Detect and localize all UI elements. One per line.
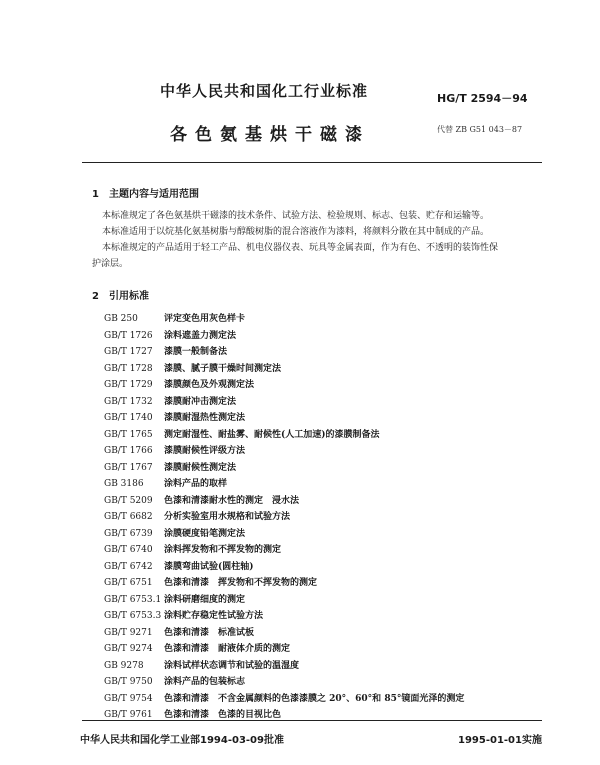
section-1-paragraph: 本标准适用于以烷基化氨基树脂与醇酸树脂的混合溶液作为漆料，将颜料分散在其中制成的产品。 bbox=[102, 227, 490, 237]
reference-code: GB 3186 bbox=[104, 479, 144, 489]
reference-item bbox=[104, 344, 227, 357]
section-1-paragraph: 本标准规定的产品适用于轻工产品、机电仪器仪表、玩具等金属表面，作为有色、不透明的装饰性保 bbox=[102, 243, 499, 253]
reference-code: GB/T 1732 bbox=[104, 396, 153, 407]
reference-item bbox=[104, 394, 236, 407]
reference-item bbox=[104, 707, 281, 720]
reference-item bbox=[104, 410, 245, 423]
reference-title: 涂料产品的包装标志 bbox=[164, 677, 246, 687]
reference-title: 色漆和清漆 耐液体介质的测定 bbox=[164, 644, 291, 654]
reference-title: 漆膜颜色及外观测定法 bbox=[164, 380, 255, 390]
reference-item bbox=[104, 460, 236, 473]
reference-code: GB 250 bbox=[104, 314, 138, 324]
reference-title: 色漆和清漆 色漆的目视比色 bbox=[164, 710, 282, 720]
section-1-paragraph: 护涂层。 bbox=[92, 259, 129, 269]
reference-code: GB/T 6682 bbox=[104, 512, 153, 522]
reference-item bbox=[104, 542, 281, 555]
reference-item bbox=[104, 311, 245, 324]
reference-title: 评定变色用灰色样卡 bbox=[164, 314, 246, 324]
reference-title: 涂膜硬度铅笔测定法 bbox=[164, 528, 246, 539]
section-1-heading: 1 主题内容与适用范围 bbox=[92, 189, 199, 200]
reference-title: 漆膜耐冲击测定法 bbox=[164, 396, 237, 407]
standard-code: HG/T 2594－94 bbox=[437, 92, 528, 105]
reference-item bbox=[104, 427, 380, 440]
implementation-date: 1995-01-01实施 bbox=[458, 735, 542, 746]
reference-item bbox=[104, 559, 254, 572]
reference-title: 涂料产品的取样 bbox=[164, 479, 228, 489]
reference-item bbox=[104, 476, 227, 489]
reference-title: 测定耐湿性、耐盐雾、耐候性(人工加速)的漆膜制备法 bbox=[164, 429, 380, 440]
reference-code: GB/T 1729 bbox=[104, 380, 153, 390]
header-divider bbox=[82, 162, 542, 163]
reference-title: 漆膜耐候性评级方法 bbox=[164, 446, 246, 456]
reference-title: 涂料试样状态调节和试验的温湿度 bbox=[164, 660, 300, 671]
reference-item bbox=[104, 328, 236, 341]
section-1-paragraph: 本标准规定了各色氨基烘干磁漆的技术条件、试验方法、检验规则、标志、包装、贮存和运输等。 bbox=[102, 211, 490, 221]
reference-code: GB/T 6753.1 bbox=[104, 594, 162, 605]
reference-item bbox=[104, 575, 317, 588]
reference-title: 色漆和清漆 标准试板 bbox=[164, 627, 255, 638]
reference-code: GB/T 1766 bbox=[104, 446, 153, 456]
reference-item bbox=[104, 526, 245, 539]
footer-divider bbox=[82, 720, 542, 721]
standard-authority: 中华人民共和国化工行业标准 bbox=[160, 82, 369, 100]
reference-title: 漆膜耐候性测定法 bbox=[164, 462, 237, 473]
reference-code: GB/T 5209 bbox=[104, 495, 153, 506]
reference-code: GB/T 9274 bbox=[104, 644, 153, 654]
reference-code: GB/T 6751 bbox=[104, 578, 153, 588]
reference-title: 色漆和清漆耐水性的测定 浸水法 bbox=[164, 495, 300, 506]
reference-code: GB/T 1726 bbox=[104, 330, 153, 341]
reference-code: GB/T 6739 bbox=[104, 528, 153, 539]
reference-title: 色漆和清漆 挥发物和不挥发物的测定 bbox=[164, 578, 318, 588]
reference-title: 漆膜一般制备法 bbox=[164, 347, 228, 357]
reference-title: 漆膜弯曲试验(圆柱轴) bbox=[164, 561, 254, 572]
reference-code: GB/T 9271 bbox=[104, 627, 153, 638]
section-2-heading: 2 引用标准 bbox=[92, 291, 149, 302]
reference-title: 分析实验室用水规格和试验方法 bbox=[164, 512, 291, 522]
reference-code: GB/T 1728 bbox=[104, 363, 153, 374]
reference-code: GB/T 1740 bbox=[104, 413, 153, 423]
reference-item bbox=[104, 608, 263, 621]
replaces-note: 代替 ZB G51 043－87 bbox=[437, 125, 523, 134]
reference-item bbox=[104, 443, 245, 456]
reference-item bbox=[104, 641, 290, 654]
reference-code: GB/T 9750 bbox=[104, 677, 153, 687]
reference-title: 涂料挥发物和不挥发物的测定 bbox=[164, 545, 282, 555]
reference-title: 漆膜、腻子膜干燥时间测定法 bbox=[164, 363, 282, 374]
reference-code: GB/T 1765 bbox=[104, 429, 153, 440]
reference-code: GB/T 6740 bbox=[104, 545, 153, 555]
reference-item bbox=[104, 592, 245, 605]
reference-title: 色漆和清漆 不含金属颜料的色漆漆膜之 20°、60°和 85°镜面光泽的测定 bbox=[164, 693, 465, 704]
reference-code: GB/T 1767 bbox=[104, 462, 153, 473]
reference-code: GB/T 9761 bbox=[104, 710, 153, 720]
reference-item bbox=[104, 493, 299, 506]
reference-title: 涂料研磨细度的测定 bbox=[164, 594, 246, 605]
reference-code: GB/T 6753.3 bbox=[104, 611, 162, 621]
reference-item bbox=[104, 509, 290, 522]
reference-title: 涂料遮盖力测定法 bbox=[164, 330, 237, 341]
reference-code: GB/T 6742 bbox=[104, 561, 153, 572]
reference-title: 涂料贮存稳定性试验方法 bbox=[164, 611, 264, 621]
reference-item bbox=[104, 377, 254, 390]
reference-title: 漆膜耐湿热性测定法 bbox=[164, 413, 246, 423]
reference-code: GB/T 1727 bbox=[104, 347, 153, 357]
reference-code: GB/T 9754 bbox=[104, 693, 153, 704]
reference-item bbox=[104, 674, 245, 687]
standard-title: 各色氨基烘干磁漆 bbox=[170, 125, 370, 145]
reference-item bbox=[104, 361, 281, 374]
reference-item bbox=[104, 658, 299, 671]
reference-code: GB 9278 bbox=[104, 660, 144, 671]
reference-item bbox=[104, 625, 254, 638]
reference-item bbox=[104, 691, 464, 704]
approval-note: 中华人民共和国化学工业部1994-03-09批准 bbox=[80, 735, 284, 746]
